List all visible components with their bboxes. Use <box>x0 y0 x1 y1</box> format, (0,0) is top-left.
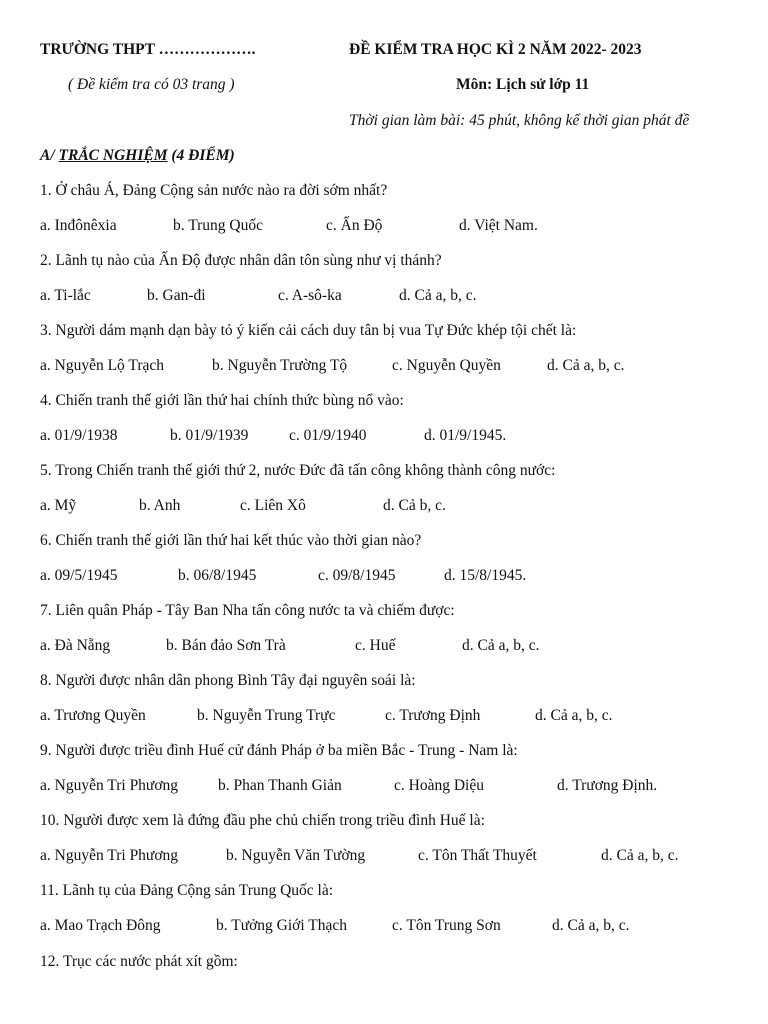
q5-option-a: a. Mỹ <box>40 497 77 514</box>
exam-title: ĐỀ KIỂM TRA HỌC KÌ 2 NĂM 2022- 2023 <box>349 41 642 58</box>
q3-option-c: c. Nguyễn Quyền <box>392 357 501 374</box>
question-5: 5. Trong Chiến tranh thế giới thứ 2, nước Đức đã tấn công không thành công nước: <box>40 462 556 479</box>
section-heading <box>40 148 235 164</box>
q6-option-a: a. 09/5/1945 <box>40 567 118 584</box>
q1-option-d: d. Việt Nam. <box>459 217 538 234</box>
section-points: (4 ĐIỂM) <box>167 147 235 164</box>
question-2: 2. Lãnh tụ nào của Ấn Độ được nhân dân tôn sùng như vị thánh? <box>40 252 442 269</box>
question-3: 3. Người dám mạnh dạn bày tỏ ý kiến cải cách duy tân bị vua Tự Đức khép tội chết là: <box>40 322 577 339</box>
q11-option-b: b. Tưởng Giới Thạch <box>216 917 347 934</box>
q6-option-b: b. 06/8/1945 <box>178 567 257 584</box>
q3-option-d: d. Cả a, b, c. <box>547 357 625 374</box>
section-title: TRẮC NGHIỆM <box>58 147 168 164</box>
q6-option-d: d. 15/8/1945. <box>444 567 527 584</box>
q3-option-a: a. Nguyễn Lộ Trạch <box>40 357 164 374</box>
q7-option-a: a. Đà Nẵng <box>40 637 111 654</box>
q3-option-b: b. Nguyễn Trường Tộ <box>212 357 348 374</box>
q1-option-c: c. Ấn Độ <box>326 217 383 234</box>
q11-option-d: d. Cả a, b, c. <box>552 917 630 934</box>
q2-option-c: c. A-sô-ka <box>278 287 342 304</box>
q2-option-b: b. Gan-đi <box>147 287 206 304</box>
question-6: 6. Chiến tranh thế giới lần thứ hai kết thúc vào thời gian nào? <box>40 532 422 549</box>
q7-option-c: c. Huế <box>355 637 396 654</box>
q4-option-c: c. 01/9/1940 <box>289 427 367 444</box>
q10-option-b: b. Nguyễn Văn Tường <box>226 847 366 864</box>
subject-value: Lịch sử lớp 11 <box>496 76 590 93</box>
subject-line <box>456 77 589 93</box>
school-name: TRƯỜNG THPT ………………. <box>40 41 256 58</box>
pages-note: ( Đề kiểm tra có 03 trang ) <box>68 76 235 93</box>
q10-option-a: a. Nguyễn Tri Phương <box>40 847 179 864</box>
q8-option-c: c. Trương Định <box>385 707 481 724</box>
question-1: 1. Ở châu Á, Đảng Cộng sản nước nào ra đời sớm nhất? <box>40 182 388 199</box>
q9-option-a: a. Nguyễn Tri Phương <box>40 777 179 794</box>
q10-option-c: c. Tôn Thất Thuyết <box>418 847 537 864</box>
q8-option-b: b. Nguyễn Trung Trực <box>197 707 336 724</box>
question-11: 11. Lãnh tụ của Đảng Cộng sản Trung Quốc là: <box>40 882 334 899</box>
q9-option-d: d. Trương Định. <box>557 777 658 794</box>
q1-option-b: b. Trung Quốc <box>173 217 264 234</box>
q10-option-d: d. Cả a, b, c. <box>601 847 679 864</box>
q4-option-b: b. 01/9/1939 <box>170 427 249 444</box>
question-9: 9. Người được triều đình Huế cử đánh Pháp ở ba miền Bắc - Trung - Nam là: <box>40 742 518 759</box>
q8-option-a: a. Trương Quyền <box>40 707 146 724</box>
q2-option-d: d. Cả a, b, c. <box>399 287 477 304</box>
q7-option-d: d. Cả a, b, c. <box>462 637 540 654</box>
time-note: Thời gian làm bài: 45 phút, không kể thời gian phát đề <box>349 112 690 129</box>
question-4: 4. Chiến tranh thế giới lần thứ hai chính thức bùng nổ vào: <box>40 392 404 409</box>
q4-option-a: a. 01/9/1938 <box>40 427 118 444</box>
section-prefix: A/ <box>40 147 59 164</box>
question-8: 8. Người được nhân dân phong Bình Tây đại nguyên soái là: <box>40 672 416 689</box>
subject-label: Môn: <box>456 76 497 93</box>
question-7: 7. Liên quân Pháp - Tây Ban Nha tấn công nước ta và chiếm được: <box>40 602 455 619</box>
q5-option-b: b. Anh <box>139 497 181 514</box>
q6-option-c: c. 09/8/1945 <box>318 567 396 584</box>
q9-option-b: b. Phan Thanh Giản <box>218 777 342 794</box>
q11-option-c: c. Tôn Trung Sơn <box>392 917 501 934</box>
q11-option-a: a. Mao Trạch Đông <box>40 917 161 934</box>
q4-option-d: d. 01/9/1945. <box>424 427 507 444</box>
q9-option-c: c. Hoàng Diệu <box>394 777 484 794</box>
q5-option-c: c. Liên Xô <box>240 497 306 514</box>
q5-option-d: d. Cả b, c. <box>383 497 446 514</box>
q8-option-d: d. Cả a, b, c. <box>535 707 613 724</box>
question-12: 12. Trục các nước phát xít gồm: <box>40 953 238 970</box>
question-10: 10. Người được xem là đứng đầu phe chủ chiến trong triều đình Huế là: <box>40 812 485 829</box>
q7-option-b: b. Bán đảo Sơn Trà <box>166 637 286 654</box>
q1-option-a: a. Inđônêxia <box>40 217 117 234</box>
q2-option-a: a. Ti-lắc <box>40 287 91 304</box>
